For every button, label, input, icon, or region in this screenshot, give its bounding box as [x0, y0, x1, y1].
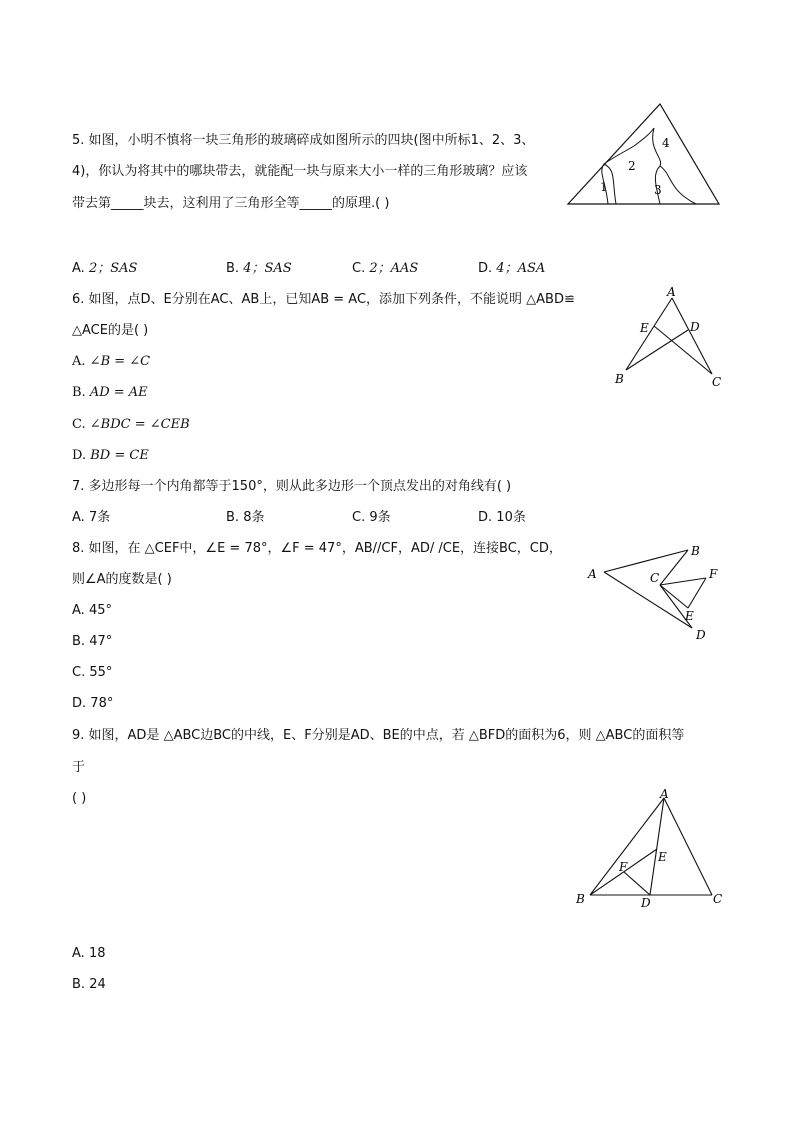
- q6-label-c: C: [712, 375, 722, 389]
- option-text: 9条: [369, 510, 391, 525]
- q6-triangle-figure: [608, 286, 728, 392]
- q6-label-d: D: [690, 320, 700, 334]
- q7-option-d[interactable]: [478, 510, 526, 526]
- option-text: 4；SAS: [243, 261, 292, 276]
- q9-stem-line-1: 9. 如图，AD是 △ABC边BC的中线，E、F分别是AD、BE的中点，若 △BFD的面积为6，则 △ABC的面积等: [72, 728, 685, 743]
- q9-stem-line-3: ( ): [72, 791, 87, 806]
- q5-piece-label-4: 4: [662, 136, 670, 150]
- q7-option-c[interactable]: [352, 510, 391, 526]
- q5-stem-line-3: 带去第_____块去，这利用了三角形全等_____的原理.( ): [72, 196, 390, 211]
- q6-stem-line-1: 6. 如图，点D、E分别在AC、AB上，已知AB = AC，添加下列条件，不能说明 △ABD≌: [72, 292, 575, 307]
- option-text: 2；SAS: [88, 261, 138, 276]
- q8-option-d[interactable]: [72, 696, 113, 712]
- q5-option-a[interactable]: [72, 261, 137, 277]
- option-letter: D.: [478, 261, 493, 276]
- q9-median-triangle-figure: [572, 786, 728, 910]
- q6-option-c[interactable]: [72, 417, 190, 433]
- q8-option-c[interactable]: [72, 665, 112, 681]
- q7-option-b[interactable]: [226, 510, 264, 526]
- q8-parallel-lines-figure: [584, 540, 734, 644]
- q8-option-a[interactable]: [72, 603, 112, 619]
- q9-option-b[interactable]: [72, 977, 106, 993]
- option-text: ∠B = ∠C: [89, 354, 151, 369]
- q7-stem-line-1: 7. 多边形每一个内角都等于150°，则从此多边形一个顶点发出的对角线有( ): [72, 479, 512, 494]
- q6-label-a: A: [667, 286, 676, 299]
- option-letter: C.: [72, 417, 86, 432]
- option-text: 45°: [88, 603, 112, 618]
- q5-stem-line-2: 4)，你认为将其中的哪块带去，就能配一块与原来大小一样的三角形玻璃？应该: [72, 164, 528, 179]
- q8-label-d: D: [696, 628, 706, 642]
- q5-piece-label-3: 3: [654, 183, 662, 197]
- q9-label-c: C: [713, 892, 723, 906]
- q8-stem-line-2: 则∠A的度数是( ): [72, 572, 172, 587]
- q6-option-b[interactable]: [72, 385, 148, 401]
- q6-option-a[interactable]: [72, 354, 150, 370]
- option-letter: D.: [72, 448, 87, 463]
- option-text: 18: [88, 946, 106, 961]
- q6-label-b: B: [615, 372, 624, 386]
- option-text: BD = CE: [90, 448, 149, 463]
- q8-option-b[interactable]: [72, 634, 112, 650]
- option-letter: A.: [72, 946, 85, 961]
- option-letter: B.: [226, 261, 240, 276]
- q5-stem-line-1: 5. 如图，小明不慎将一块三角形的玻璃碎成如图所示的四块(图中所标1、2、3、: [72, 133, 535, 148]
- q9-label-a: A: [660, 787, 669, 801]
- q5-option-c[interactable]: [352, 261, 418, 277]
- option-letter: B.: [72, 634, 86, 649]
- q9-stem-line-2: 于: [72, 760, 86, 775]
- q8-label-a: A: [588, 567, 597, 581]
- q9-label-f: F: [619, 860, 628, 874]
- option-letter: B.: [226, 510, 240, 525]
- q9-label-e: E: [658, 850, 667, 864]
- option-text: 55°: [89, 665, 113, 680]
- q7-option-a[interactable]: [72, 510, 110, 526]
- q9-option-a[interactable]: [72, 946, 105, 962]
- option-text: ∠BDC = ∠CEB: [89, 417, 190, 432]
- option-letter: A.: [72, 510, 85, 525]
- q8-stem-line-1: 8. 如图，在 △CEF中，∠E = 78°，∠F = 47°，AB//CF，AD/ /CE，连接BC，CD，: [72, 541, 562, 556]
- option-letter: A.: [72, 603, 85, 618]
- q8-label-b: B: [691, 544, 700, 558]
- option-text: 10条: [496, 510, 526, 525]
- q6-label-e: E: [640, 321, 649, 335]
- q5-option-d[interactable]: [478, 261, 545, 277]
- option-text: 24: [89, 977, 106, 992]
- option-text: 2；AAS: [369, 261, 419, 276]
- option-letter: B.: [72, 385, 86, 400]
- option-letter: B.: [72, 977, 86, 992]
- option-text: AD = AE: [89, 385, 148, 400]
- q8-label-f: F: [709, 567, 718, 581]
- q9-label-b: B: [576, 892, 585, 906]
- option-letter: C.: [352, 261, 366, 276]
- q8-label-e: E: [685, 609, 694, 623]
- q5-broken-glass-figure: [564, 100, 724, 210]
- q6-stem-line-2: △ACE的是( ): [72, 323, 149, 338]
- option-text: 47°: [89, 634, 113, 649]
- q5-option-b[interactable]: [226, 261, 292, 277]
- option-letter: A.: [72, 261, 85, 276]
- option-letter: A.: [72, 354, 86, 369]
- q5-piece-label-1: 1: [600, 180, 608, 194]
- option-letter: D.: [478, 510, 493, 525]
- q5-piece-label-2: 2: [628, 159, 636, 173]
- option-text: 4；ASA: [496, 261, 546, 276]
- option-letter: C.: [72, 665, 86, 680]
- option-letter: C.: [352, 510, 366, 525]
- option-text: 8条: [243, 510, 265, 525]
- option-text: 7条: [88, 510, 111, 525]
- option-letter: D.: [72, 696, 87, 711]
- q8-label-c: C: [650, 571, 660, 585]
- q9-label-d: D: [641, 896, 651, 910]
- q6-option-d[interactable]: [72, 448, 149, 464]
- option-text: 78°: [90, 696, 114, 711]
